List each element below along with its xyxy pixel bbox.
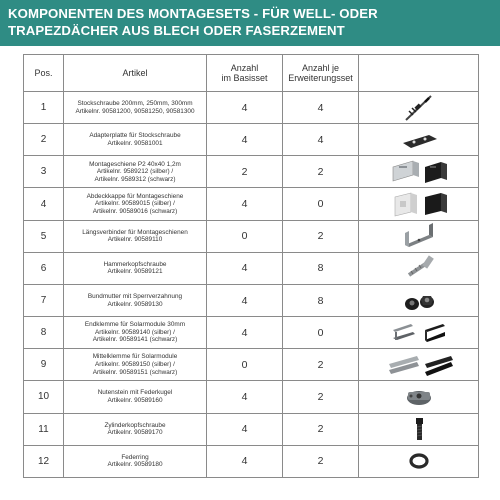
cell-pos: 12	[24, 445, 64, 477]
table-row-8	[24, 317, 479, 349]
artikel-line: Stockschraube 200mm, 250mm, 300mm	[77, 99, 193, 107]
cell-image	[359, 220, 479, 252]
cell-erweiterungsset-count: 4	[283, 124, 359, 156]
artikel-line: Federring	[121, 453, 149, 461]
table-row-6	[24, 252, 479, 284]
cell-basisset-count: 0	[207, 349, 283, 381]
artikel-line: Artikelnr. 90581001	[107, 139, 163, 147]
artikel-line: Artikelnr. 90589110	[107, 236, 163, 244]
cell-erweiterungsset-count: 2	[283, 349, 359, 381]
zylinderkopfschraube-icon	[359, 414, 478, 444]
hammerkopfschraube-icon	[359, 253, 478, 283]
cell-artikel	[64, 284, 207, 316]
cell-artikel	[64, 381, 207, 413]
abdeckkappe-icon	[359, 189, 478, 219]
artikel-line: Hammerkopfschraube	[103, 260, 167, 268]
montageschiene-icon	[359, 157, 478, 187]
col-header-basisset-line2: im Basisset	[221, 73, 268, 83]
cell-pos: 6	[24, 252, 64, 284]
artikel-line: Mittelklemme für Solarmodule	[92, 353, 178, 361]
artikel-line: Artikelnr. 90589180	[107, 461, 163, 469]
col-header-erw-line2: Erweiterungsset	[288, 73, 353, 83]
cell-basisset-count: 4	[207, 252, 283, 284]
cell-artikel	[64, 124, 207, 156]
cell-artikel	[64, 445, 207, 477]
col-header-erw-line1: Anzahl je	[301, 63, 340, 73]
table-row-11	[24, 413, 479, 445]
header-line-1: KOMPONENTEN DES MONTAGESETS - FÜR WELL- ODER	[8, 6, 378, 21]
cell-erweiterungsset-count: 8	[283, 284, 359, 316]
cell-basisset-count: 4	[207, 92, 283, 124]
mittelklemme-icon	[359, 350, 478, 380]
artikel-line: Artikelnr. 90589130	[107, 300, 163, 308]
artikel-line: Artikelnr. 90589141 (schwarz)	[92, 336, 178, 344]
cell-image	[359, 124, 479, 156]
artikel-line: Artikelnr. 90589121	[107, 268, 163, 276]
cell-artikel	[64, 349, 207, 381]
federring-icon	[359, 446, 478, 476]
cell-pos: 4	[24, 188, 64, 220]
col-header-pos: Pos.	[24, 55, 64, 92]
cell-pos: 2	[24, 124, 64, 156]
cell-image	[359, 317, 479, 349]
table-row-10	[24, 381, 479, 413]
page-header	[0, 0, 500, 46]
cell-image	[359, 252, 479, 284]
cell-image	[359, 188, 479, 220]
col-header-basisset	[207, 55, 283, 92]
artikel-line: Artikelnr. 90589170	[107, 429, 163, 437]
cell-basisset-count: 2	[207, 156, 283, 188]
cell-image	[359, 92, 479, 124]
cell-basisset-count: 4	[207, 445, 283, 477]
table-row-3	[24, 156, 479, 188]
cell-image	[359, 445, 479, 477]
cell-artikel	[64, 156, 207, 188]
cell-basisset-count: 4	[207, 317, 283, 349]
artikel-line: Artikelnr. 90581200, 90581250, 90581300	[75, 107, 195, 115]
cell-basisset-count: 4	[207, 381, 283, 413]
cell-erweiterungsset-count: 4	[283, 92, 359, 124]
header-line-2: TRAPEZDÄCHER AUS BLECH ODER FASERZEMENT	[8, 23, 345, 38]
cell-basisset-count: 4	[207, 124, 283, 156]
cell-erweiterungsset-count: 2	[283, 445, 359, 477]
table-row-4	[24, 188, 479, 220]
cell-image	[359, 413, 479, 445]
cell-pos: 3	[24, 156, 64, 188]
artikel-line: Zylinderkopfschraube	[104, 421, 166, 429]
table-row-12	[24, 445, 479, 477]
cell-artikel	[64, 188, 207, 220]
artikel-line: Artikelnr. 9589312 (schwarz)	[94, 175, 176, 183]
cell-basisset-count: 4	[207, 413, 283, 445]
cell-pos: 10	[24, 381, 64, 413]
cell-pos: 9	[24, 349, 64, 381]
cell-pos: 5	[24, 220, 64, 252]
adapterplatte-icon	[359, 127, 478, 153]
artikel-line: Artikelnr. 90589015 (silber) /	[95, 200, 175, 208]
cell-image	[359, 156, 479, 188]
artikel-line: Adapterplatte für Stockschraube	[89, 132, 181, 140]
cell-basisset-count: 4	[207, 284, 283, 316]
cell-artikel	[64, 220, 207, 252]
laengsverbinder-icon	[359, 221, 478, 251]
cell-artikel	[64, 413, 207, 445]
table-row-1	[24, 92, 479, 124]
artikel-line: Artikelnr. 90589151 (schwarz)	[92, 368, 178, 376]
stockschraube-icon	[359, 93, 478, 123]
artikel-line: Nutenstein mit Federkugel	[97, 389, 173, 397]
cell-image	[359, 381, 479, 413]
cell-artikel	[64, 317, 207, 349]
table-row-2	[24, 124, 479, 156]
table-row-9	[24, 349, 479, 381]
cell-erweiterungsset-count: 2	[283, 220, 359, 252]
cell-basisset-count: 0	[207, 220, 283, 252]
artikel-line: Längsverbinder für Montageschienen	[82, 228, 188, 236]
cell-pos: 11	[24, 413, 64, 445]
col-header-erweiterungsset	[283, 55, 359, 92]
table-row-7	[24, 284, 479, 316]
cell-image	[359, 284, 479, 316]
artikel-line: Artikelnr. 9589212 (silber) /	[96, 168, 174, 176]
cell-pos: 7	[24, 284, 64, 316]
cell-erweiterungsset-count: 2	[283, 156, 359, 188]
nutenstein-icon	[359, 382, 478, 412]
table-header-row	[24, 55, 479, 92]
artikel-line: Endklemme für Solarmodule 30mm	[84, 321, 186, 329]
endklemme-icon	[359, 318, 478, 348]
cell-erweiterungsset-count: 0	[283, 188, 359, 220]
artikel-line: Montageschiene P2 40x40 1,2m	[89, 160, 181, 168]
cell-basisset-count: 4	[207, 188, 283, 220]
artikel-line: Bundmutter mit Sperrverzahnung	[87, 292, 183, 300]
components-table	[23, 54, 479, 478]
cell-erweiterungsset-count: 2	[283, 381, 359, 413]
artikel-line: Artikelnr. 90589140 (silber) /	[95, 328, 175, 336]
cell-artikel	[64, 92, 207, 124]
table-row-5	[24, 220, 479, 252]
col-header-basisset-line1: Anzahl	[230, 63, 259, 73]
cell-erweiterungsset-count: 8	[283, 252, 359, 284]
cell-erweiterungsset-count: 2	[283, 413, 359, 445]
col-header-image	[359, 55, 479, 92]
cell-pos: 8	[24, 317, 64, 349]
bundmutter-icon	[359, 286, 478, 316]
col-header-artikel: Artikel	[64, 55, 207, 92]
artikel-line: Artikelnr. 90589150 (silber) /	[95, 361, 175, 369]
cell-pos: 1	[24, 92, 64, 124]
artikel-line: Artikelnr. 90589016 (schwarz)	[92, 207, 178, 215]
cell-erweiterungsset-count: 0	[283, 317, 359, 349]
cell-artikel	[64, 252, 207, 284]
artikel-line: Abdeckkappe für Montageschiene	[86, 192, 184, 200]
artikel-line: Artikelnr. 90589160	[107, 396, 163, 404]
cell-image	[359, 349, 479, 381]
